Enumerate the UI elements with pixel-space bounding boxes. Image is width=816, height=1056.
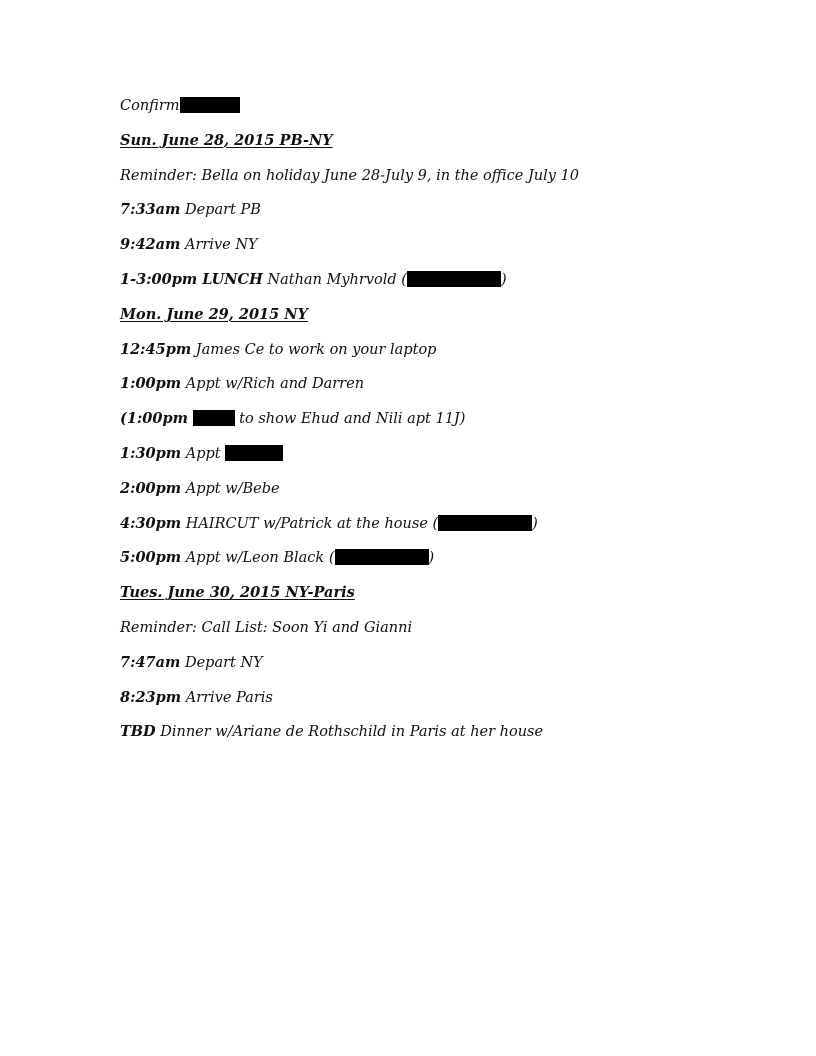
- entry-time: 4:30pm: [120, 514, 182, 532]
- entry-time: 8:23pm: [120, 688, 182, 706]
- entry-time: 5:00pm: [120, 549, 182, 567]
- entry-time: 1-3:00pm LUNCH: [120, 270, 263, 288]
- day-heading-sun: Sun. June 28, 2015 PB-NY: [120, 131, 333, 149]
- entry-time: 1:30pm: [120, 444, 182, 462]
- entry-rich-darren: [120, 370, 740, 405]
- entry-leon-black: [120, 544, 740, 579]
- entry-text: Depart NY: [180, 654, 263, 671]
- entry-close: ): [532, 515, 538, 532]
- entry-text: Arrive NY: [180, 237, 258, 254]
- entry-text: James Ce to work on your laptop: [191, 341, 437, 358]
- entry-time: 7:33am: [120, 201, 181, 219]
- entry-appt-redacted: [120, 440, 740, 475]
- redaction-block: [193, 410, 235, 426]
- entry-close: ): [428, 550, 435, 567]
- schedule-body: [120, 92, 740, 753]
- entry-close: ): [500, 271, 507, 288]
- redaction-block: [407, 271, 501, 287]
- entry-depart-pb: [120, 196, 740, 231]
- entry-text: Appt w/Bebe: [181, 480, 280, 497]
- entry-time: 9:42am: [120, 236, 181, 254]
- entry-time: (1:00pm: [120, 410, 188, 428]
- confirm-text: Confirm: [120, 98, 180, 114]
- entry-lunch: [120, 266, 740, 301]
- reminder-call-list: Reminder: Call List: Soon Yi and Gianni: [120, 619, 413, 636]
- entry-text: Appt w/Leon Black (: [181, 550, 335, 567]
- entry-text: Appt: [181, 445, 226, 462]
- redaction-block: [438, 515, 532, 531]
- day-heading-tue: Tues. June 30, 2015 NY-Paris: [120, 584, 355, 602]
- entry-text: Depart PB: [180, 202, 261, 219]
- entry-text: Arrive Paris: [181, 689, 273, 706]
- entry-text: Nathan Myhrvold (: [262, 271, 407, 288]
- entry-bebe: [120, 475, 740, 510]
- day-heading-mon: Mon. June 29, 2015 NY: [120, 305, 308, 323]
- entry-show-apt: [120, 405, 740, 440]
- entry-text: to show Ehud and Nili apt 11J): [234, 411, 466, 428]
- entry-time: 1:00pm: [120, 375, 182, 393]
- redaction-block: [335, 549, 429, 565]
- confirm-line: [120, 92, 740, 127]
- entry-time: 2:00pm: [120, 479, 182, 497]
- redaction-block: [180, 97, 240, 113]
- entry-depart-ny: [120, 649, 740, 684]
- entry-text: Appt w/Rich and Darren: [181, 376, 365, 393]
- entry-time: TBD: [120, 723, 156, 741]
- redaction-block: [225, 445, 283, 461]
- entry-text: HAIRCUT w/Patrick at the house (: [181, 515, 439, 532]
- entry-arrive-ny: [120, 231, 740, 266]
- entry-time: 12:45pm: [120, 340, 192, 358]
- entry-text: Dinner w/Ariane de Rothschild in Paris at her house: [155, 724, 544, 741]
- entry-dinner: [120, 718, 740, 753]
- entry-arrive-paris: [120, 684, 740, 719]
- reminder-bella: Reminder: Bella on holiday June 28-July 9, in the office July 10: [120, 167, 580, 184]
- entry-time: 7:47am: [120, 653, 181, 671]
- entry-haircut: [120, 510, 740, 545]
- entry-laptop: [120, 336, 740, 371]
